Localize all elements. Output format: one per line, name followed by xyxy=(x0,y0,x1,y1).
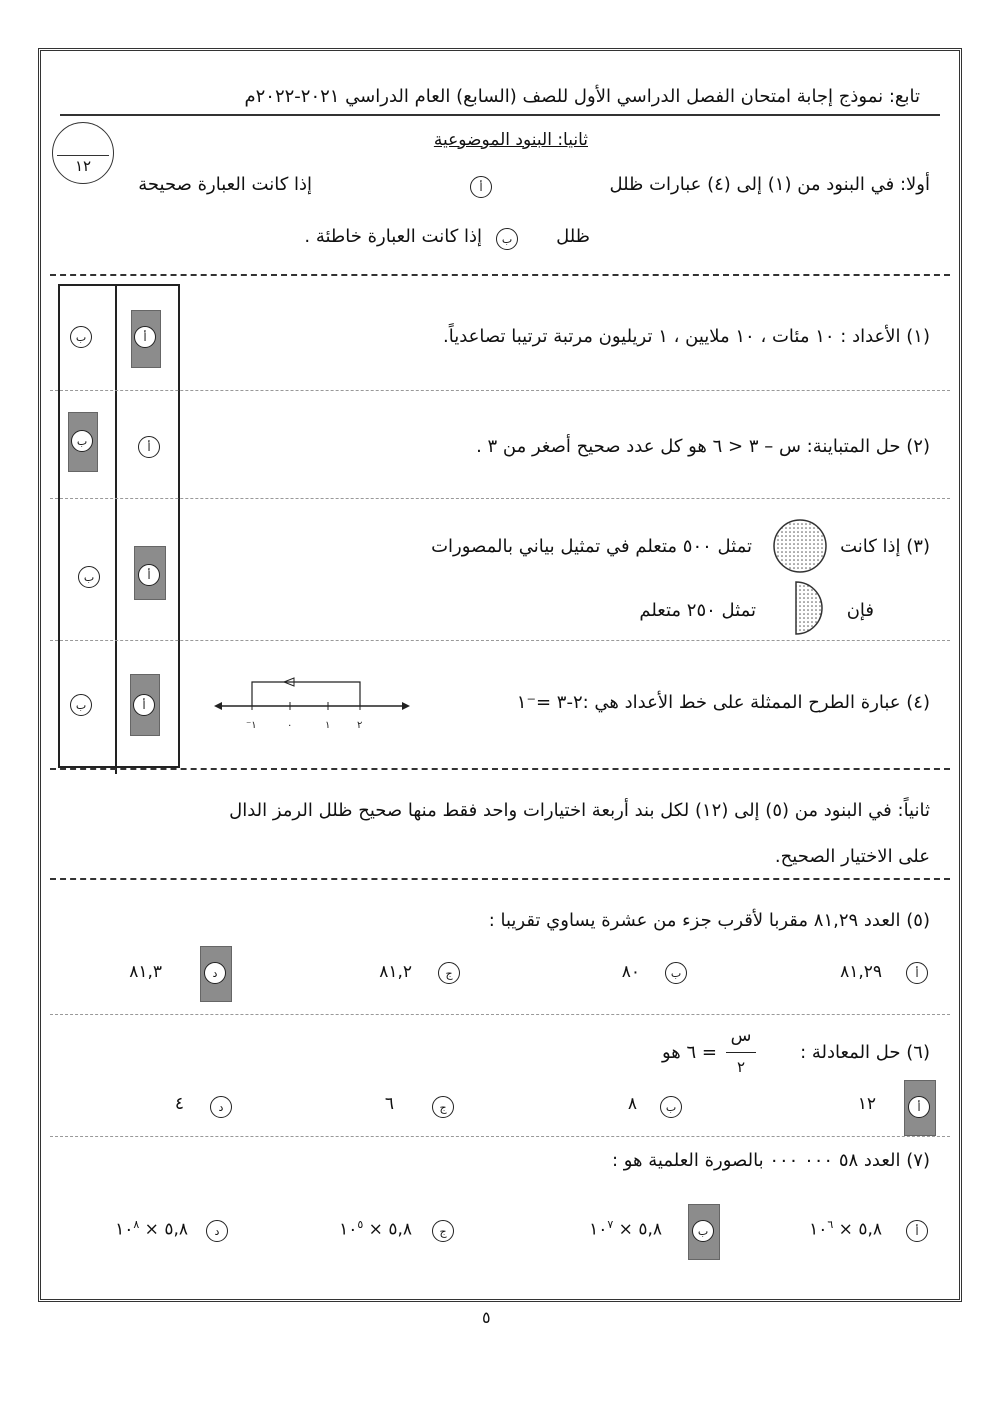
q6-option-d: ٤ xyxy=(174,1094,184,1114)
row-divider xyxy=(50,640,950,641)
q5-option-b: ٨٠ xyxy=(621,962,640,982)
item-4-bubble-a[interactable]: أ xyxy=(133,694,155,716)
q7-option-d-exp: ٨ xyxy=(133,1218,140,1231)
header-underline xyxy=(60,114,940,116)
q6-option-b-bubble[interactable]: ب xyxy=(660,1096,682,1118)
half-circle-pictograph-icon xyxy=(794,580,824,636)
item-3-bubble-b[interactable]: ب xyxy=(78,566,100,588)
part1-instruction: أولا: في البنود من (١) إلى (٤) عبارات ظلل xyxy=(609,174,930,195)
q5-option-d: ٨١,٣ xyxy=(129,962,162,982)
number-line-tick-label: ⁻١ xyxy=(246,720,257,731)
q7-option-c-exp: ٥ xyxy=(357,1218,364,1231)
q7-option-b-bubble[interactable]: ب xyxy=(692,1220,714,1242)
q5-option-d-bubble[interactable]: د xyxy=(204,962,226,984)
part1-instruction-true: إذا كانت العبارة صحيحة xyxy=(138,174,312,195)
row-divider xyxy=(50,1136,950,1137)
q6-option-c: ٦ xyxy=(384,1094,394,1114)
score-circle xyxy=(52,122,114,184)
part1-instruction-shade: ظلل xyxy=(556,226,590,247)
item-4-text: (٤) عبارة الطرح الممثلة على خط الأعداد هي :٢-٣ =⁻١ xyxy=(516,692,930,713)
q6-text-after: = ٦ هو xyxy=(662,1042,717,1063)
item-2-bubble-b[interactable]: ب xyxy=(71,430,93,452)
item-3-text-3: فإن xyxy=(846,600,874,621)
part2-instruction-b: على الاختيار الصحيح. xyxy=(774,846,930,867)
row-divider xyxy=(50,1014,950,1015)
q7-option-c xyxy=(339,1218,412,1240)
q7-option-b-base: ٥,٨ × ١٠ xyxy=(589,1219,662,1240)
item-4-bubble-b[interactable]: ب xyxy=(70,694,92,716)
section-subtitle: ثانيا: البنود الموضوعية xyxy=(433,130,588,150)
item-1-text: (١) الأعداد : ١٠ مئات ، ١٠ ملايين ، ١ تريليون مرتبة ترتيبا تصاعدياً. xyxy=(443,326,930,347)
page-header: تابع: نموذج إجابة امتحان الفصل الدراسي الأول للصف (السابع) العام الدراسي ٢٠٢١-٢٠٢٢م xyxy=(244,86,920,107)
row-divider xyxy=(50,498,950,499)
q6-option-a: ١٢ xyxy=(857,1094,876,1114)
item-3-text-4: تمثل ٢٥٠ متعلم xyxy=(639,600,756,621)
q6-fraction-bar xyxy=(726,1052,756,1053)
number-line-tick-label: ٢ xyxy=(357,720,363,731)
q7-option-c-bubble[interactable]: ج xyxy=(432,1220,454,1242)
q7-text: (٧) العدد ٥٨ ٠٠٠ ٠٠٠ بالصورة العلمية هو : xyxy=(611,1150,930,1171)
divider xyxy=(50,878,950,880)
divider xyxy=(50,768,950,770)
item-2-bubble-a[interactable]: أ xyxy=(138,436,160,458)
q6-fraction-denominator: ٢ xyxy=(736,1058,746,1076)
q5-option-a-bubble[interactable]: أ xyxy=(906,962,928,984)
q6-fraction-numerator: س xyxy=(730,1026,752,1046)
q5-option-c-bubble[interactable]: ج xyxy=(438,962,460,984)
q6-option-c-bubble[interactable]: ج xyxy=(432,1096,454,1118)
q6-option-a-bubble[interactable]: أ xyxy=(908,1096,930,1118)
part2-instruction: ثانياً: في البنود من (٥) إلى (١٢) لكل بند أربعة اختيارات واحد فقط منها صحيح ظلل الرمز الدال xyxy=(229,800,930,821)
q7-option-a-exp: ٦ xyxy=(827,1218,834,1231)
q7-option-a-bubble[interactable]: أ xyxy=(906,1220,928,1242)
row-divider xyxy=(50,390,950,391)
q6-option-b: ٨ xyxy=(627,1094,637,1114)
score-value: ١٢ xyxy=(74,157,92,175)
q5-text: (٥) العدد ٨١,٢٩ مقربا لأقرب جزء من عشرة يساوي تقريبا : xyxy=(488,910,930,931)
q7-option-a xyxy=(809,1218,882,1240)
number-line-tick-label: ٠ xyxy=(287,720,293,731)
answer-column-divider xyxy=(115,284,117,774)
part1-instruction-false: إذا كانت العبارة خاطئة . xyxy=(304,226,482,247)
q7-option-d xyxy=(115,1218,188,1240)
divider xyxy=(50,274,950,276)
item-2-text: (٢) حل المتباينة: س – ٣ < ٦ هو كل عدد صحيح أصغر من ٣ . xyxy=(476,436,930,457)
item-1-bubble-a[interactable]: أ xyxy=(134,326,156,348)
number-line-diagram xyxy=(212,672,412,734)
q5-option-c: ٨١,٢ xyxy=(379,962,412,982)
q6-text: (٦) حل المعادلة : xyxy=(800,1042,930,1063)
full-circle-pictograph-icon xyxy=(772,518,828,574)
q5-option-b-bubble[interactable]: ب xyxy=(665,962,687,984)
q7-option-c-base: ٥,٨ × ١٠ xyxy=(339,1219,412,1240)
item-1-bubble-b[interactable]: ب xyxy=(70,326,92,348)
item-3-bubble-a[interactable]: أ xyxy=(138,564,160,586)
number-line-tick-label: ١ xyxy=(325,720,331,731)
bubble-a-legend: أ xyxy=(470,176,492,198)
q7-option-a-base: ٥,٨ × ١٠ xyxy=(809,1219,882,1240)
q7-option-b xyxy=(589,1218,662,1240)
q7-option-d-bubble[interactable]: د xyxy=(206,1220,228,1242)
item-3-text-2: تمثل ٥٠٠ متعلم في تمثيل بياني بالمصورات xyxy=(431,536,752,557)
item-3-text: (٣) إذا كانت xyxy=(840,536,930,557)
q6-option-d-bubble[interactable]: د xyxy=(210,1096,232,1118)
q7-option-d-base: ٥,٨ × ١٠ xyxy=(115,1219,188,1240)
q7-option-b-exp: ٧ xyxy=(607,1218,614,1231)
page-number: ٥ xyxy=(482,1308,491,1327)
bubble-b-legend: ب xyxy=(496,228,518,250)
q5-option-a: ٨١,٢٩ xyxy=(840,962,882,982)
